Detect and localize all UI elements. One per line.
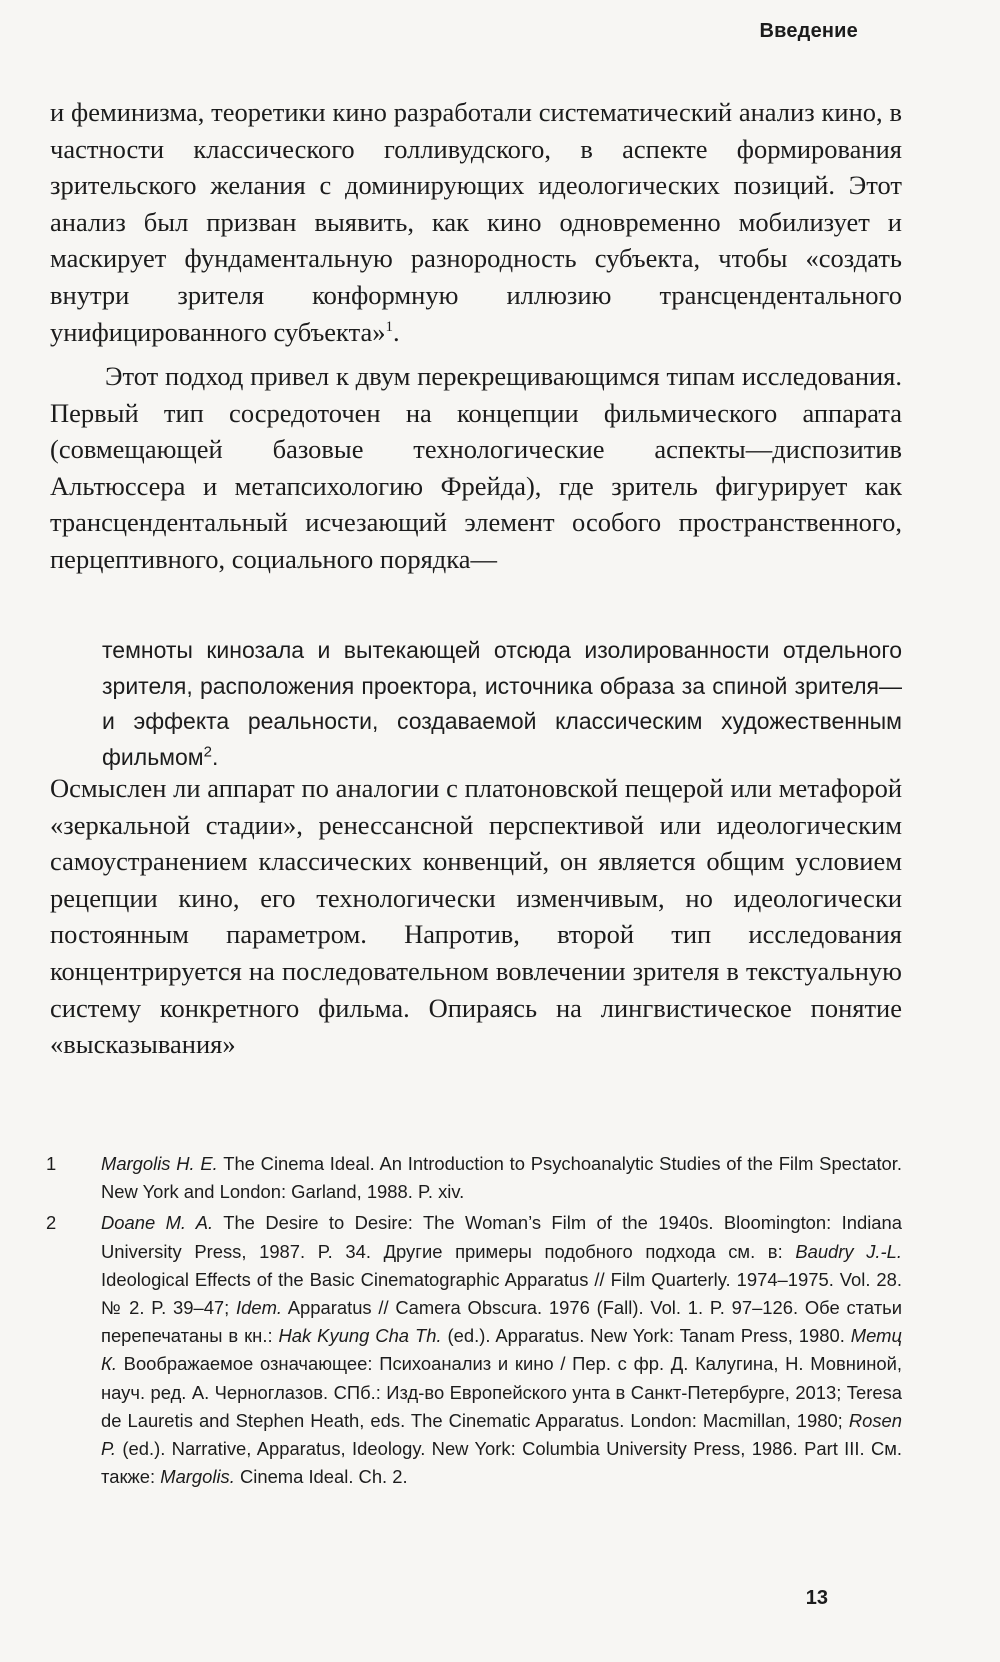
footnote-ref-2[interactable]: 2 <box>203 742 212 760</box>
footnotes <box>46 1150 902 1494</box>
footnote-1 <box>46 1150 902 1206</box>
footnote-author: Margolis. <box>160 1466 235 1488</box>
footnote-body: (ed.). Apparatus. New York: Tanam Press, 1980. <box>441 1325 851 1347</box>
footnote-author: Метц К. <box>101 1325 902 1375</box>
block-quote <box>102 633 902 775</box>
footnote-author: Idem. <box>236 1297 283 1319</box>
page-number: 13 <box>805 1587 828 1609</box>
footnote-body: The Cinema Ideal. An Introduction to Psychoanalytic Studies of the Film Spectator. New York and London: Garland, 1988. P. xiv. <box>101 1153 902 1203</box>
footnote-body: Apparatus // Camera Obscura. 1976 (Fall). Vol. 1. P. 97–126. Обе статьи перепечатаны в кн.: <box>101 1297 902 1347</box>
footnote-author: Doane M. A. <box>101 1212 214 1234</box>
paragraph-1-text: и феминизма, теоретики кино разработали систематический анализ кино, в частности классического голливудского, в аспекте формирования зрительского желания с доминирующих идеологических позиций. Этот анализ был призван выявить, как кино одновременно мобилизует и маскирует фундаментальную разнородность субъекта, чтобы «создать внутри зрителя конформную иллюзию трансцендентального унифицированного субъекта» <box>50 97 902 347</box>
footnote-body: Cinema Ideal. Ch. 2. <box>234 1466 408 1488</box>
paragraph-1 <box>50 94 902 350</box>
footnote-ref-1[interactable]: 1 <box>385 318 393 335</box>
footnote-author: Rosen P. <box>101 1409 902 1460</box>
footnote-number: 2 <box>46 1212 57 1234</box>
footnote-author: Hak Kyung Cha Th. <box>278 1325 442 1347</box>
footnote-body: (ed.). Narrative, Apparatus, Ideology. New York: Columbia University Press, 1986. Part III. См. также: <box>101 1438 902 1488</box>
block-quote-end: . <box>211 743 219 770</box>
footnote-author: Baudry J.-L. <box>795 1240 902 1262</box>
block-quote-text: темноты кинозала и вытекающей отсюда изолированности отдельного зрителя, расположения проектора, источника образа за спиной зрителя—и эффекта реальности, создаваемой классическим художественным фильмом <box>102 637 902 770</box>
footnote-text <box>101 1150 902 1206</box>
footnote-2 <box>46 1209 902 1491</box>
footnote-number: 1 <box>46 1153 57 1174</box>
running-head: Введение <box>759 20 858 42</box>
footnote-text <box>101 1209 902 1491</box>
paragraph-2: Этот подход привел к двум перекрещивающимся типам исследования. Первый тип сосредоточен на концепции фильмического аппарата (совмещающей базовые технологические аспекты—диспозитив Альтюссера и метапсихологию Фрейда), где зритель фигурирует как трансцендентальный исчезающий элемент особого пространственного, перцептивного, социального порядка— <box>50 361 902 574</box>
footnote-body: Ideological Effects of the Basic Cinematographic Apparatus // Film Quarterly. 1974–1975. Vol. 28. № 2. P. 39–47; <box>101 1268 902 1319</box>
footnote-body: The Desire to Desire: The Woman’s Film of the 1940s. Bloomington: Indiana University Press, 1987. P. 34. Другие примеры подобного подхода см. в: <box>101 1212 902 1262</box>
footnote-author: Margolis H. E. <box>101 1153 218 1174</box>
footnote-body: Воображаемое означающее: Психоанализ и кино / Пер. с фр. Д. Калугина, Н. Мовниной, науч. ред. А. Черноглазов. СПб.: Изд-во Европейского унта в Санкт-Петербурге, 2013; Teresa de Lauretis and Stephen Heath, eds. The Cinematic Apparatus. London: Macmillan, 1980; <box>101 1353 902 1431</box>
paragraph-1-end: . <box>393 316 400 347</box>
paragraph-3: Осмыслен ли аппарат по аналогии с платоновской пещерой или метафорой «зеркальной стадии», ренессансной перспективой или идеологическим самоустранением классических конвенций, он является общим условием рецепции кино, его технологически изменчивым, но идеологически постоянным параметром. Напротив, второй тип исследования концентрируется на последовательном вовлечении зрителя в текстуальную систему конкретного фильма. Опираясь на лингвистическое понятие «высказывания» <box>50 773 902 1060</box>
